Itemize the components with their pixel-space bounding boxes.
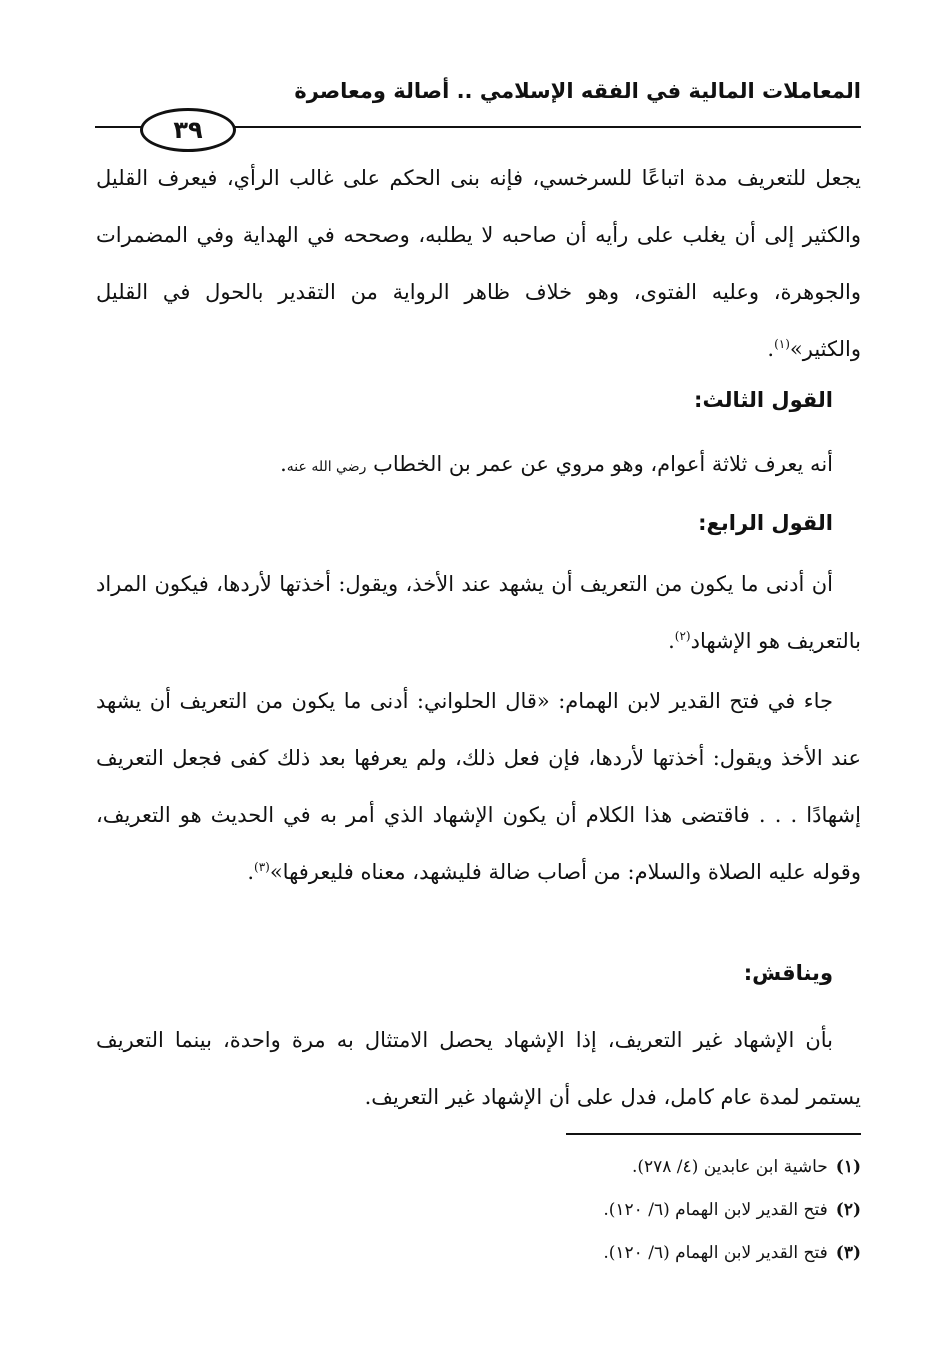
paragraph-discussion: بأن الإشهاد غير التعريف، إذا الإشهاد يحصل الامتثال به مرة واحدة، بينما التعريف يستمر لمدة عام كامل، فدل على أن الإشهاد غير التعريف. (96, 1028, 861, 1109)
paragraph-third-opinion (280, 449, 833, 482)
footnote-number: (١) (835, 1157, 861, 1177)
paragraph-end: . (247, 860, 254, 884)
paragraph-fourth-opinion (96, 556, 861, 670)
footnote-ref: (٢) (674, 629, 691, 643)
section-heading-third-opinion: القول الثالث: (694, 388, 833, 412)
footnote-number: (٣) (835, 1243, 861, 1263)
paragraph-end: . (767, 337, 775, 361)
footnote-1 (161, 1154, 861, 1180)
footnote-text: فتح القدير لابن الهمام (٦/ ١٢٠). (603, 1243, 828, 1263)
paragraph-text: أن أدنى ما يكون من التعريف أن يشهد عند الأخذ، ويقول: أخذتها لأردها، فيكون المراد بالتعريف هو الإشهاد (96, 572, 861, 653)
paragraph-fath-al-qadir-quote (96, 673, 861, 901)
footnote-text: فتح القدير لابن الهمام (٦/ ١٢٠). (603, 1200, 828, 1220)
paragraph-end: . (280, 452, 287, 476)
paragraph-end: . (668, 629, 675, 653)
section-heading-discussion: ويناقش: (743, 961, 833, 985)
paragraph-continuation (96, 150, 861, 378)
page-number: ٣٩ (140, 108, 236, 152)
footnote-number: (٢) (835, 1200, 861, 1220)
footnote-3 (161, 1240, 861, 1266)
paragraph-text: أنه يعرف ثلاثة أعوام، وهو مروي عن عمر بن الخطاب (373, 452, 833, 476)
footnote-separator (566, 1133, 861, 1135)
running-header: المعاملات المالية في الفقه الإسلامي .. أصالة ومعاصرة (294, 79, 861, 103)
paragraph-text: يجعل للتعريف مدة اتباعًا للسرخسي، فإنه بنى الحكم على غالب الرأي، فيعرف القليل والكثير إلى أن يغلب على رأيه أن صاحبه لا يطلبه، وصححه في الهداية وفي المضمرات والجوهرة، وعليه الفتوى، وهو خلاف ظاهر الرواية من التقدير بالحول في القليل والكثير» (96, 166, 861, 361)
footnote-2 (161, 1197, 861, 1223)
honorific-symbol: رضي الله عنه (286, 459, 367, 475)
paragraph-text: جاء في فتح القدير لابن الهمام: «قال الحلواني: أدنى ما يكون من التعريف أن يشهد عند الأخذ ويقول: أخذتها لأردها، فإن فعل ذلك، ولم يعرفها بعد ذلك كفى فجعل التعريف إشهادًا . . . فاقتضى هذا الكلام أن يكون الإشهاد الذي أمر به في الحديث هو التعريف، وقوله عليه الصلاة والسلام: من أصاب ضالة فليشهد، معناه فليعرفها» (96, 689, 861, 884)
footnote-text: حاشية ابن عابدين (٤/ ٢٧٨). (631, 1157, 828, 1177)
footnote-ref: (١) (774, 337, 790, 351)
footnote-ref: (٣) (254, 860, 270, 874)
section-heading-fourth-opinion: القول الرابع: (698, 511, 833, 535)
